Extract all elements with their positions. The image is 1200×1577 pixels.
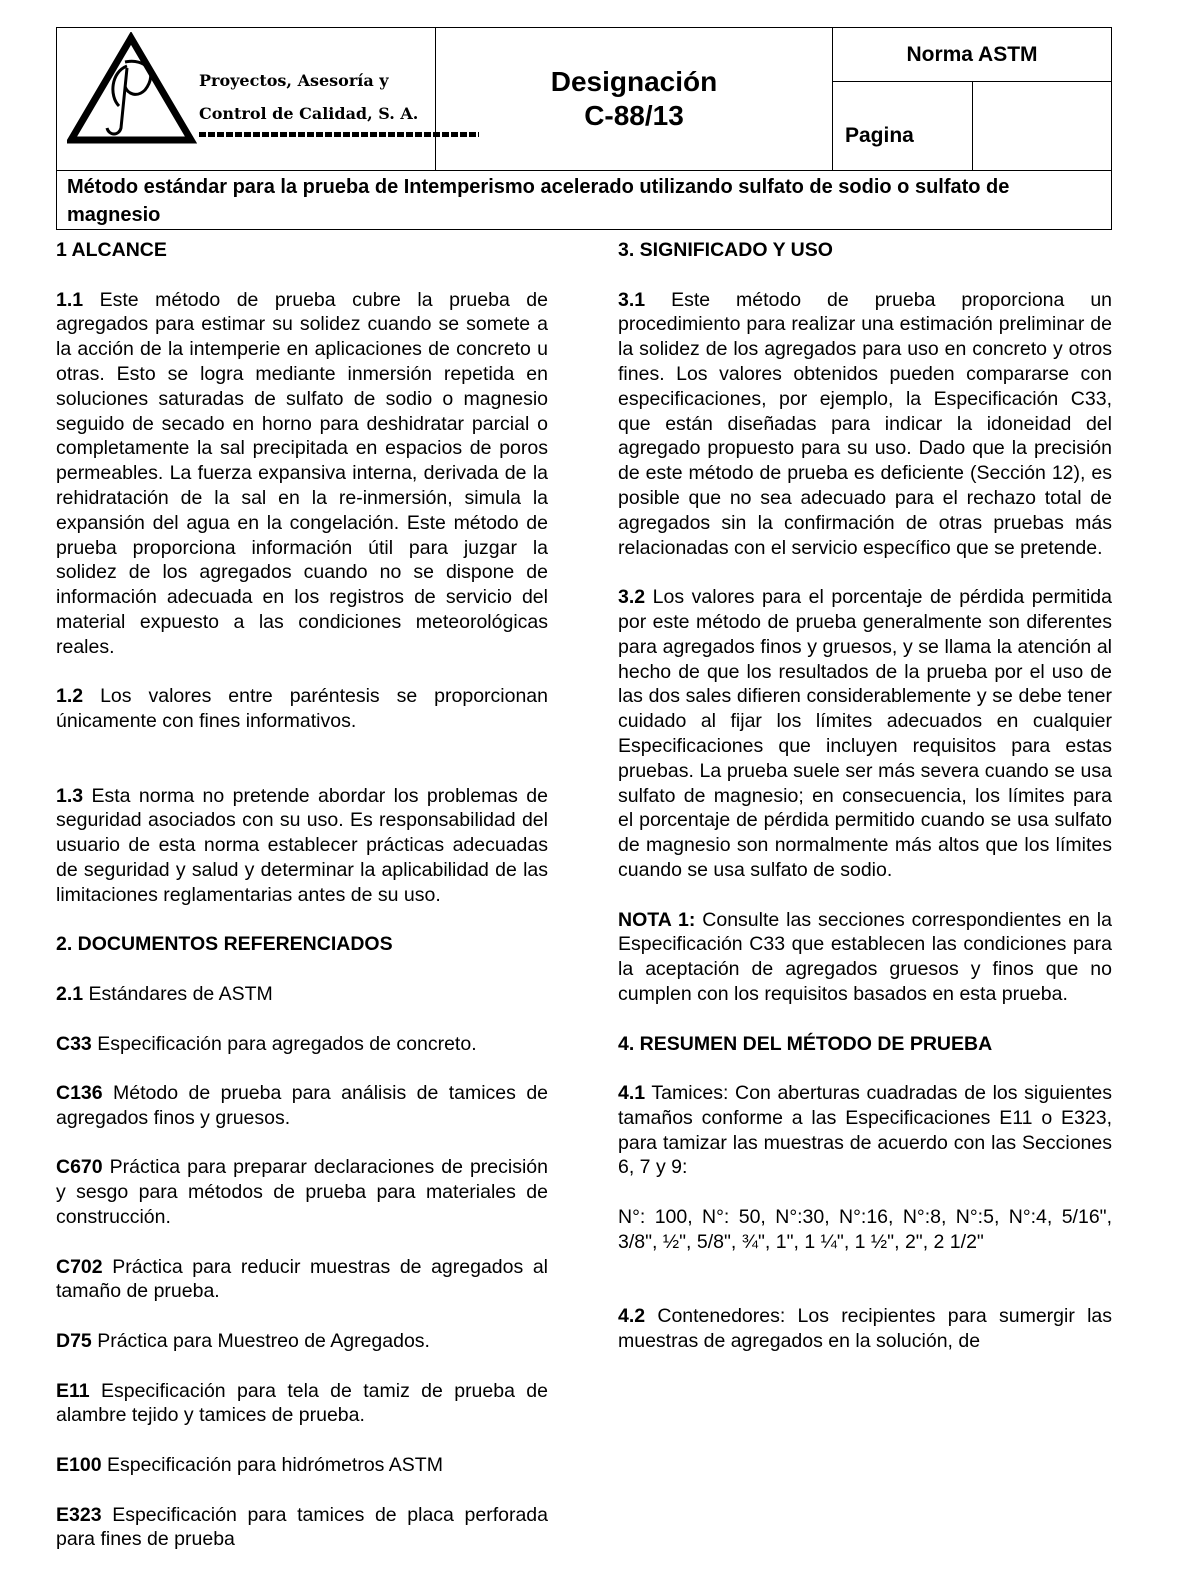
paragraph-4-2 — [618, 1304, 1112, 1354]
section-2-heading: 2. DOCUMENTOS REFERENCIADOS — [56, 933, 393, 956]
paragraph-number: 3.1 — [618, 288, 646, 311]
reference-item — [56, 1032, 548, 1057]
logo-dash-divider — [199, 132, 479, 137]
reference-code: E100 — [56, 1454, 102, 1477]
paragraph-2-1 — [56, 982, 548, 1007]
paragraph-text: Tamices: Con aberturas cuadradas de los siguientes tamaños conforme a las Especificaciones E11 o E323, para tamizar las muestras de acuerdo con las Secciones 6, 7 y 9: — [618, 1082, 1112, 1179]
reference-item — [56, 1379, 548, 1429]
note-1 — [618, 908, 1112, 1007]
reference-item — [56, 1155, 548, 1229]
left-column — [56, 238, 548, 1577]
pagina-value-cell — [972, 82, 1112, 171]
reference-text: Método de prueba para análisis de tamices de agregados finos y gruesos. — [56, 1082, 549, 1129]
reference-item — [56, 1255, 548, 1305]
paragraph-number: 2.1 — [56, 982, 84, 1005]
reference-code: E11 — [56, 1379, 90, 1402]
paragraph-text: Estándares de ASTM — [88, 982, 273, 1005]
paragraph-text: Los valores entre paréntesis se proporcionan únicamente con fines informativos. — [56, 685, 549, 733]
reference-text: Práctica para Muestreo de Agregados. — [97, 1330, 430, 1353]
paragraph-number: 3.2 — [618, 586, 646, 609]
paragraph-text: Esta norma no pretende abordar los problemas de seguridad asociados con su uso. Es responsabilidad del usuario de esta norma establecer prácticas adecuadas de seguridad y salud y determinar la aplicabilidad de las limitaciones reglamentarias antes de su uso. — [56, 784, 549, 906]
reference-code: C702 — [56, 1255, 103, 1278]
reference-code: C136 — [56, 1082, 103, 1105]
reference-item — [56, 1503, 548, 1553]
document-header — [56, 27, 1112, 226]
reference-text: Práctica para preparar declaraciones de precisión y sesgo para métodos de prueba para materiales de construcción. — [56, 1156, 548, 1229]
reference-item — [56, 1081, 548, 1131]
paragraph-3-1 — [618, 288, 1112, 561]
company-line-1: Proyectos, Asesoría y — [199, 71, 389, 90]
note-text: Consulte las secciones correspondientes en la Especificación C33 que establecen las condiciones para la aceptación de agregados gruesos y finos que no cumplen con los requisitos basados en esta prueba. — [618, 908, 1112, 1005]
paragraph-text: Contenedores: Los recipientes para sumergir las muestras de agregados en la solución, de — [618, 1305, 1113, 1353]
paragraph-4-1 — [618, 1081, 1112, 1180]
company-line-2: Control de Calidad, S. A. — [199, 104, 419, 123]
designation-code: C-88/13 — [584, 100, 684, 131]
pagina-label-cell — [833, 82, 973, 171]
paragraph-text: Los valores para el porcentaje de pérdida permitida por este método de prueba generalmente son diferentes para agregados finos y gruesos, y se llama la atención al hecho de que los resultados de la prueba por el uso de las dos sales difieren considerablemente y se debe tener cuidado al fijar los límites adecuados en cualquier Especificaciones que incluyen requisitos para estas pruebas. La prueba suele ser más severa cuando se usa sulfato de magnesio; en consecuencia, los límites para el porcentaje de pérdida permitido cuando se usa sulfato de magnesio son normalmente más altos que los límites cuando se usa sulfato de sodio. — [618, 586, 1112, 881]
reference-code: C670 — [56, 1156, 103, 1179]
note-label: NOTA 1: — [618, 908, 696, 931]
document-title: Método estándar para la prueba de Intemperismo acelerado utilizando sulfato de sodio o sulfato de magnesio — [57, 171, 1112, 230]
designation-cell — [436, 28, 833, 171]
reference-text: Práctica para reducir muestras de agregados al tamaño de prueba. — [56, 1255, 549, 1303]
reference-text: Especificación para hidrómetros ASTM — [106, 1454, 443, 1477]
norma-cell — [833, 28, 1112, 82]
reference-text: Especificación para tamices de placa perforada para fines de prueba — [56, 1503, 548, 1551]
reference-code: C33 — [56, 1032, 92, 1055]
reference-text: Especificación para agregados de concreto. — [97, 1032, 477, 1055]
section-3-heading: 3. SIGNIFICADO Y USO — [618, 239, 833, 261]
paragraph-1-1 — [56, 288, 548, 660]
paragraph-3-2 — [618, 585, 1112, 883]
paragraph-number: 1.2 — [56, 685, 84, 708]
section-4-heading: 4. RESUMEN DEL MÉTODO DE PRUEBA — [618, 1032, 993, 1055]
paragraph-text: Este método de prueba proporciona un procedimiento para realizar una estimación preliminar de la solidez de los agregados para uso en concreto y otros fines. Los valores obtenidos pueden compararse con especificaciones, por ejemplo, la Especificación C33, que están diseñadas para indicar la idoneidad del agregado propuesto para su uso. Dado que la precisión de este método de prueba es deficiente (Sección 12), es posible que no sea adecuado para el rechazo total de agregados sin la confirmación de otras pruebas más relacionadas con el servicio específico que se pretende. — [618, 288, 1113, 559]
norma-label: Norma ASTM — [906, 42, 1038, 66]
reference-code: E323 — [56, 1503, 102, 1526]
paragraph-number: 1.1 — [56, 288, 84, 311]
reference-code: D75 — [56, 1330, 92, 1353]
paragraph-1-2 — [56, 684, 548, 734]
reference-item — [56, 1329, 548, 1354]
sieve-sizes: N°: 100, N°: 50, N°:30, N°:16, N°:8, N°:5, N°:4, 5/16", 3/8", ½", 5/8", ¾", 1", 1 ¼", 1 ½", 2", 2 1/2" — [618, 1206, 1112, 1253]
paragraph-text: Este método de prueba cubre la prueba de agregados para estimar su solidez cuando se somete a la acción de la intemperie en aplicaciones de concreto u otras. Esto se logra mediante inmersión repetida en soluciones saturadas de sulfato de sodio o magnesio seguido de secado en horno para deshidratar parcial o completamente la sal precipitada en espacios de poros permeables. La fuerza expansiva interna, derivada de la rehidratación de la sal en la re-inmersión, simula la expansión del agua en la congelación. Este método de prueba proporciona información útil para juzgar la solidez de los agregados cuando no se dispone de información adecuada en los registros de servicio del material expuesto a las condiciones meteorológicas reales. — [56, 288, 548, 658]
paragraph-1-3 — [56, 784, 548, 908]
section-1-heading: 1 ALCANCE — [56, 239, 167, 261]
logo-cell — [57, 28, 436, 171]
reference-text: Especificación para tela de tamiz de prueba de alambre tejido y tamices de prueba. — [56, 1379, 548, 1427]
company-logo-icon — [67, 32, 197, 144]
pagina-label: Pagina — [845, 124, 914, 147]
reference-item — [56, 1453, 548, 1478]
company-name — [199, 64, 418, 130]
paragraph-number: 4.2 — [618, 1305, 646, 1328]
paragraph-number: 4.1 — [618, 1082, 646, 1105]
paragraph-number: 1.3 — [56, 784, 84, 807]
designation-label: Designación — [550, 66, 718, 97]
right-column — [618, 238, 1112, 1379]
